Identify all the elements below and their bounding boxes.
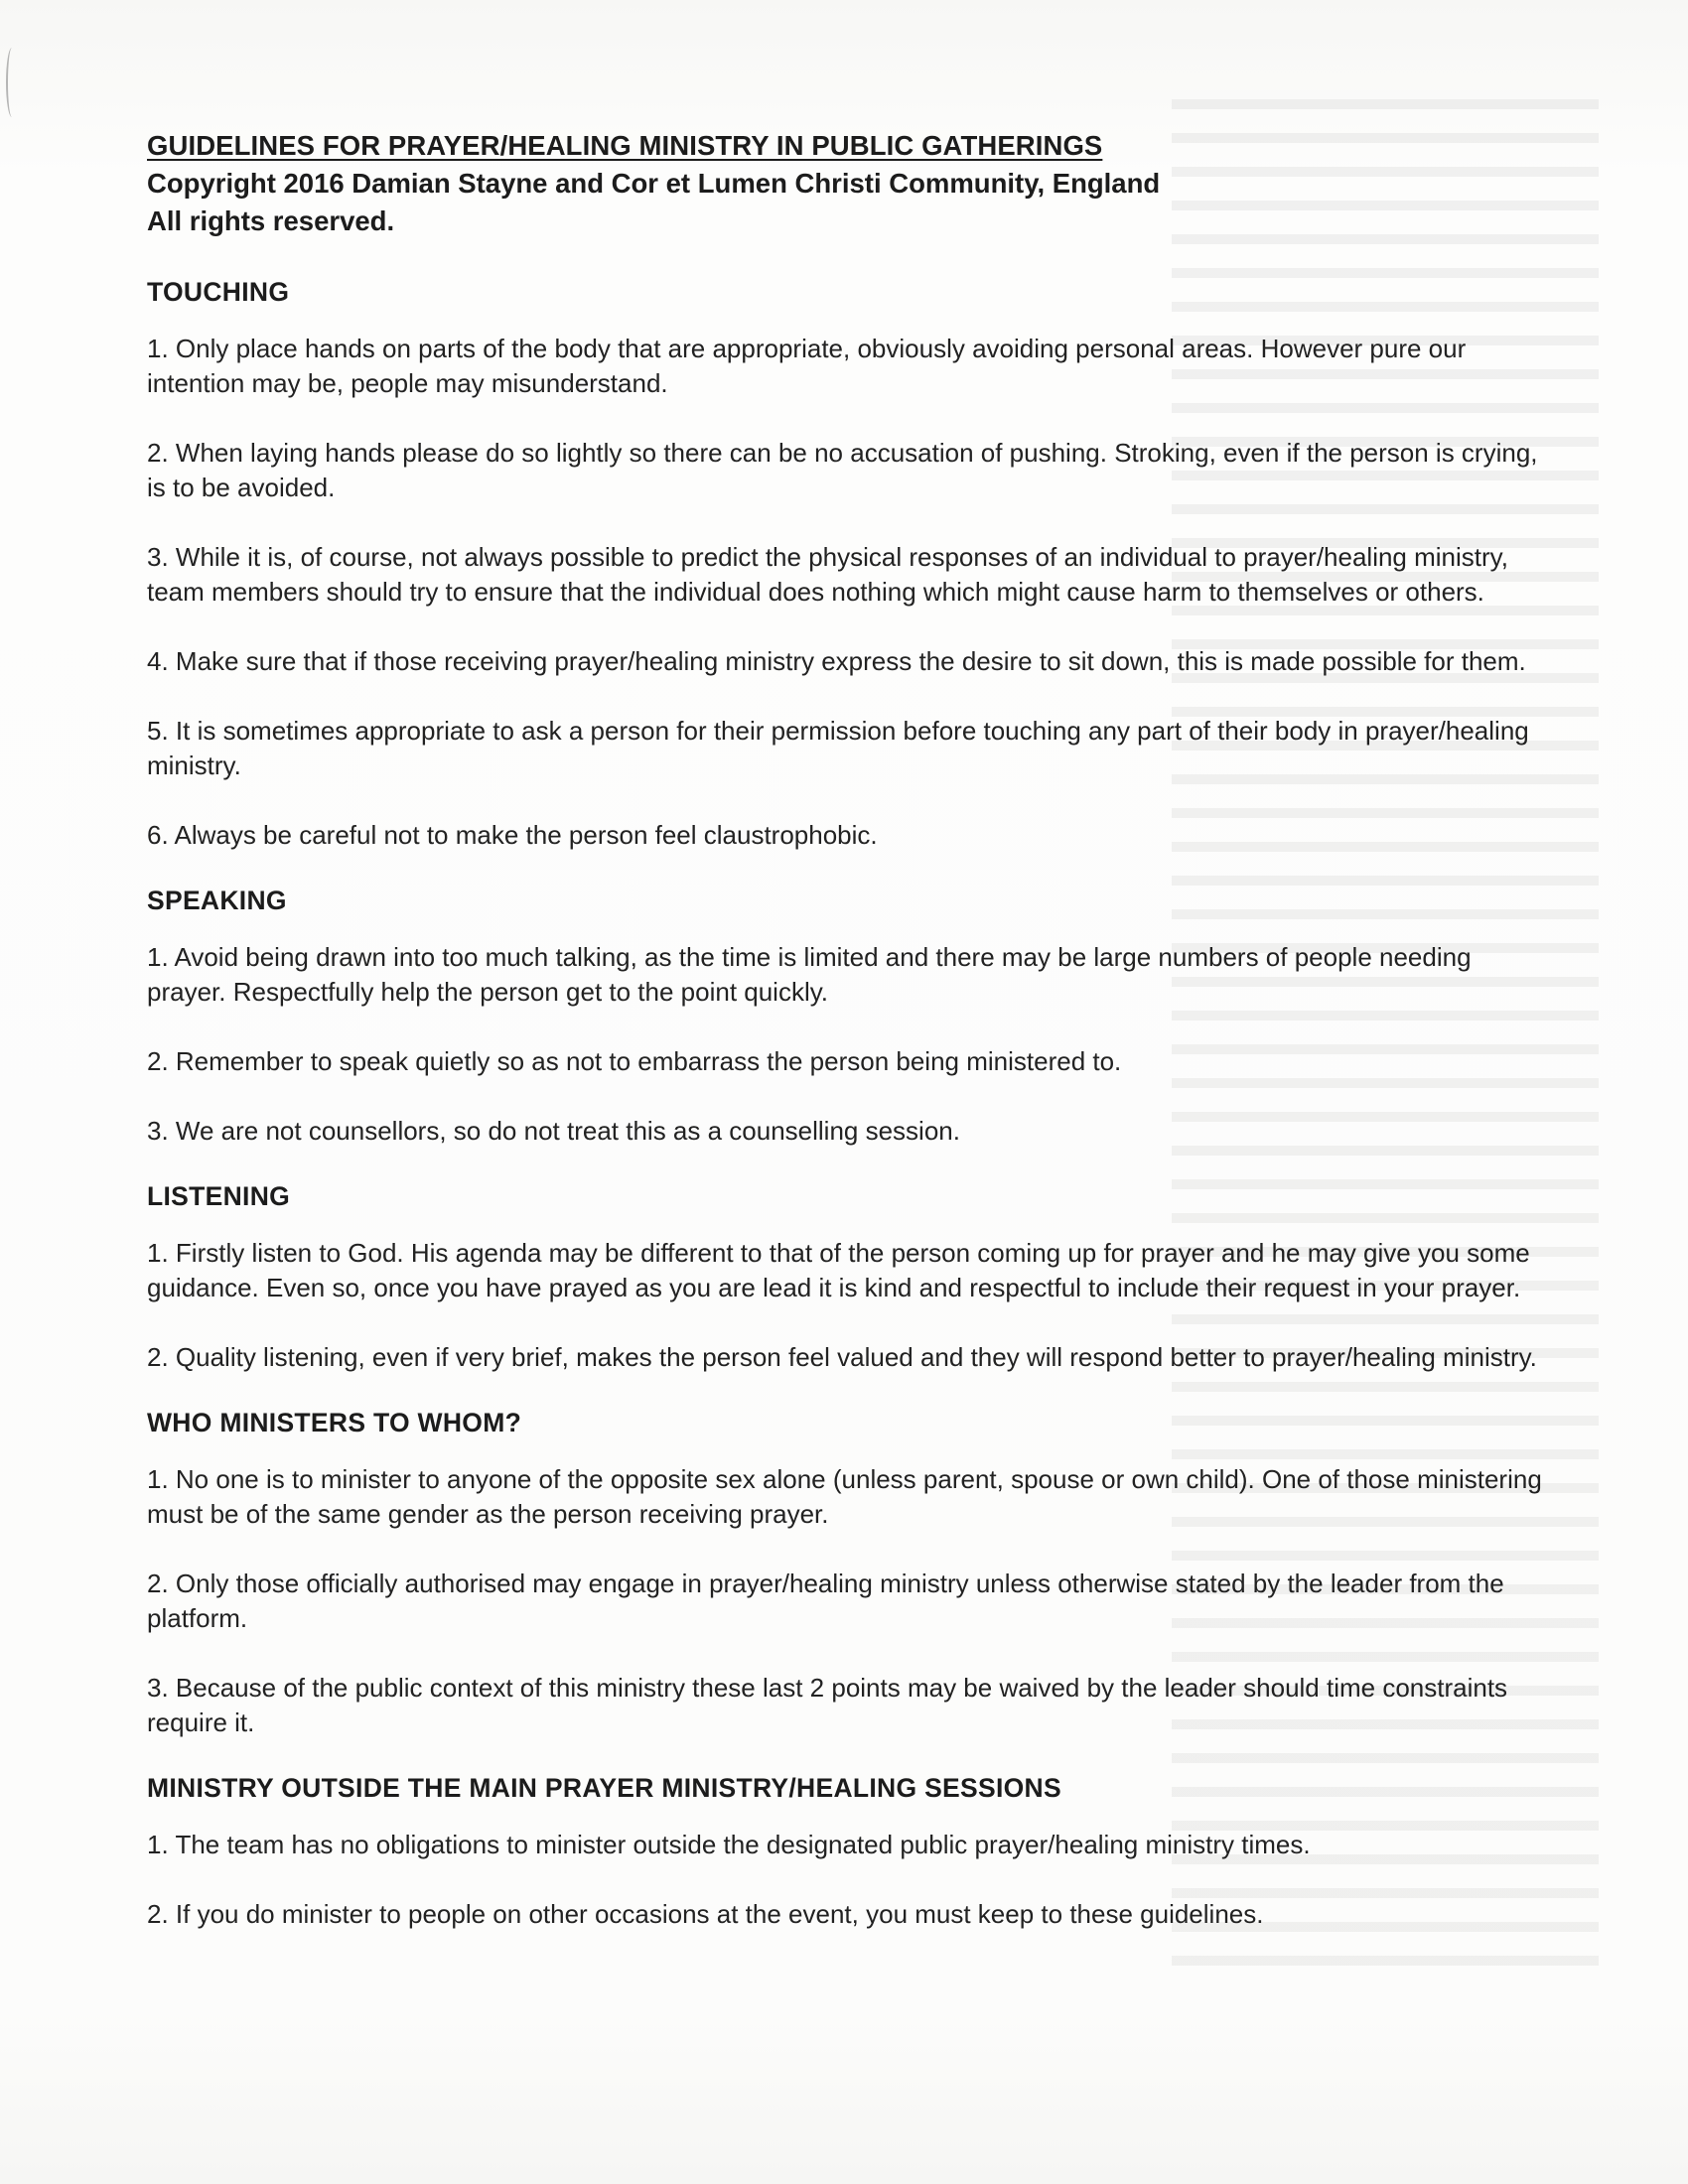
guideline-item: 2. Remember to speak quietly so as not to embarrass the person being ministered to. — [147, 1046, 1122, 1076]
section-heading: WHO MINISTERS TO WHOM? — [147, 1408, 522, 1437]
guideline-item: 1. The team has no obligations to minister outside the designated public prayer/healing ministry times. — [147, 1830, 1311, 1859]
guideline-item: 5. It is sometimes appropriate to ask a person for their permission before touching any part of their body in prayer/healing ministry. — [147, 716, 1529, 780]
guideline-item: 2. Only those officially authorised may engage in prayer/healing ministry unless otherwise stated by the leader from the platform. — [147, 1569, 1504, 1633]
section-heading: SPEAKING — [147, 886, 287, 915]
document-title: GUIDELINES FOR PRAYER/HEALING MINISTRY IN PUBLIC GATHERINGS — [147, 130, 1103, 161]
section-heading: LISTENING — [147, 1181, 291, 1211]
section-ministry-outside — [147, 1770, 1549, 1932]
section-who-ministers — [147, 1405, 1549, 1740]
guideline-item: 2. When laying hands please do so lightly so there can be no accusation of pushing. Stroking, even if the person is crying, is to be avoided. — [147, 438, 1538, 502]
guideline-item: 3. We are not counsellors, so do not treat this as a counselling session. — [147, 1116, 960, 1146]
section-heading: MINISTRY OUTSIDE THE MAIN PRAYER MINISTRY/HEALING SESSIONS — [147, 1773, 1061, 1803]
section-listening — [147, 1178, 1549, 1375]
section-heading: TOUCHING — [147, 277, 290, 307]
guideline-item: 3. Because of the public context of this ministry these last 2 points may be waived by the leader should time constraints require it. — [147, 1673, 1508, 1737]
guideline-item: 1. Avoid being drawn into too much talking, as the time is limited and there may be large numbers of people needing prayer. Respectfully help the person get to the point quickly. — [147, 942, 1472, 1007]
guideline-item: 1. Only place hands on parts of the body that are appropriate, obviously avoiding personal areas. However pure our intention may be, people may misunderstand. — [147, 334, 1467, 398]
guideline-item: 2. Quality listening, even if very brief, makes the person feel valued and they will respond better to prayer/healing ministry. — [147, 1342, 1537, 1372]
guideline-item: 3. While it is, of course, not always possible to predict the physical responses of an individual to prayer/healing ministry, team members should try to ensure that the individual does nothing which might cause harm to themselves or others. — [147, 542, 1508, 607]
rights-line: All rights reserved. — [147, 205, 395, 236]
guideline-item: 1. No one is to minister to anyone of the opposite sex alone (unless parent, spouse or own child). One of those ministering must be of the same gender as the person receiving prayer. — [147, 1464, 1542, 1529]
guideline-item: 4. Make sure that if those receiving prayer/healing ministry express the desire to sit down, this is made possible for them. — [147, 646, 1526, 676]
guideline-item: 6. Always be careful not to make the person feel claustrophobic. — [147, 820, 878, 850]
copyright-line: Copyright 2016 Damian Stayne and Cor et Lumen Christi Community, England — [147, 168, 1161, 199]
guideline-item: 1. Firstly listen to God. His agenda may be different to that of the person coming up for prayer and he may give you some guidance. Even so, once you have prayed as you are lead it is kind and respectful to include their request in your prayer. — [147, 1238, 1530, 1302]
section-touching — [147, 274, 1549, 853]
section-speaking — [147, 883, 1549, 1149]
guideline-item: 2. If you do minister to people on other occasions at the event, you must keep to these guidelines. — [147, 1899, 1264, 1929]
document-header — [147, 127, 1549, 240]
scan-edge-mark — [6, 48, 18, 117]
